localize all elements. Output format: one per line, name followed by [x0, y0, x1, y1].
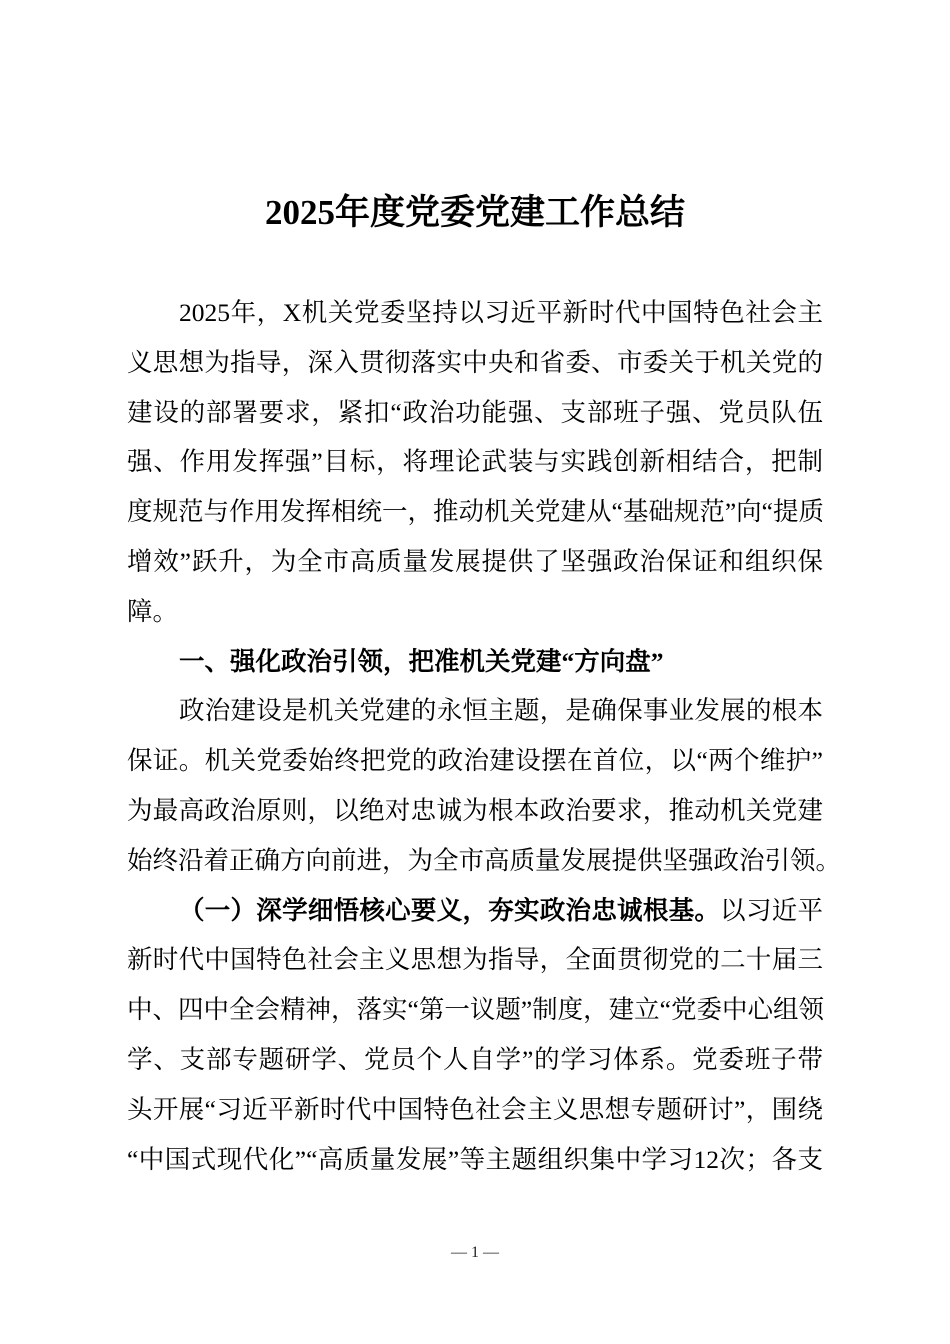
text-line: 度规范与作用发挥相统一，推动机关党建从“基础规范”向“提质 — [127, 497, 824, 527]
document-title: 2025年度党委党建工作总结 — [264, 193, 685, 232]
text-line: 政治建设是机关党建的永恒主题，是确保事业发展的根本 — [179, 696, 823, 726]
text-line: 新时代中国特色社会主义思想为指导，全面贯彻党的二十届三 — [127, 945, 823, 975]
text-line: 保证。机关党委始终把党的政治建设摆在首位，以“两个维护” — [127, 746, 823, 776]
section-heading: 一、强化政治引领，把准机关党建“方向盘” — [179, 646, 664, 676]
text-line: 增效”跃升，为全市高质量发展提供了坚强政治保证和组织保 — [127, 546, 823, 576]
document-body — [127, 288, 842, 1184]
text-line: 中、四中全会精神，落实“第一议题”制度，建立“党委中心组领 — [127, 995, 824, 1025]
subsection-paragraph — [127, 886, 823, 1185]
text-line: 2025年，X机关党委坚持以习近平新时代中国特色社会主 — [179, 298, 823, 327]
text-line: 学、支部专题研学、党员个人自学”的学习体系。党委班子带 — [127, 1044, 823, 1074]
text-line: 强、作用发挥强”目标，将理论武装与实践创新相结合，把制 — [127, 447, 823, 477]
text-line: 始终沿着正确方向前进，为全市高质量发展提供坚强政治引领。 — [127, 845, 842, 875]
text-line: 建设的部署要求，紧扣“政治功能强、支部班子强、党员队伍 — [127, 397, 823, 427]
intro-paragraph — [127, 288, 823, 637]
text-line: 头开展“习近平新时代中国特色社会主义思想专题研讨”，围绕 — [127, 1094, 823, 1124]
text-line — [127, 886, 823, 936]
section-paragraph — [127, 686, 842, 885]
text-line: “中国式现代化”“高质量发展”等主题组织集中学习12次；各支 — [127, 1144, 823, 1174]
text-line: 为最高政治原则，以绝对忠诚为根本政治要求，推动机关党建 — [127, 795, 823, 825]
text-run: 以习近平 — [720, 895, 823, 925]
page-number: — 1 — — [451, 1244, 499, 1261]
text-line: 义思想为指导，深入贯彻落实中央和省委、市委关于机关党的 — [127, 347, 823, 377]
subsection-heading: （一）深学细悟核心要义，夯实政治忠诚根基。 — [179, 895, 721, 925]
text-line: 障。 — [127, 596, 179, 626]
